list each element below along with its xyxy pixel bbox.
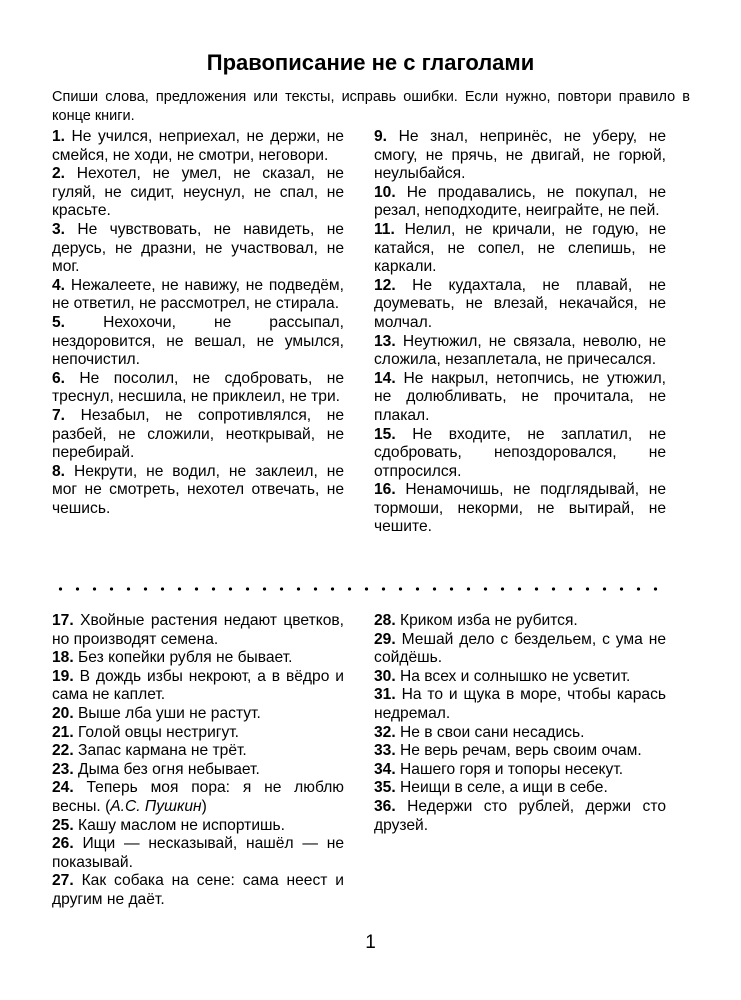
item-number: 13. [374, 332, 396, 350]
item-text: Не накрыл, нетопчись, не утюжил, не долюбливать, не прочитала, не плакал. [374, 369, 666, 424]
item-text: Не посолил, не сдобровать, не треснул, несшила, не приклеил, не три. [52, 369, 344, 406]
item-number: 18. [52, 649, 74, 667]
list-item [52, 407, 344, 463]
item-number: 14. [374, 369, 396, 387]
item-number: 29. [374, 630, 396, 648]
item-text: Не верь речам, верь своим очам. [400, 742, 642, 760]
list-item [52, 649, 344, 668]
list-item [52, 277, 344, 314]
page-number: 1 [365, 932, 376, 953]
item-number: 28. [374, 612, 396, 629]
list-item [52, 705, 344, 724]
list-item [374, 612, 666, 631]
item-text: Некрути, не водил, не заклеил, не мог не смотреть, нехотел отвечать, не чешись. [52, 462, 344, 517]
item-text: Нехохочи, не рассыпал, нездоровится, не вешал, не умылся, непочистил. [52, 313, 344, 369]
item-number: 36. [374, 797, 396, 815]
item-text: Не в свои сани несадись. [400, 723, 585, 741]
list-item [52, 128, 344, 165]
item-number: 27. [52, 872, 74, 890]
list-item [374, 426, 666, 482]
item-text: Неищи в селе, а ищи в себе. [400, 779, 608, 797]
item-number: 6. [52, 369, 66, 387]
item-number: 5. [52, 313, 66, 331]
item-text: Ищи — несказывай, нашёл — не показывай. [52, 835, 344, 871]
item-text: Не учился, неприехал, не держи, не смейся, не ходи, не смотри, неговори. [52, 128, 344, 164]
item-number: 4. [52, 276, 66, 294]
list-item [374, 184, 666, 221]
list-item [52, 165, 344, 221]
list-item [52, 612, 344, 649]
item-text: Нелил, не кричали, не годую, не катайся, не сопел, не слепишь, не каркали. [374, 220, 666, 276]
item-text: Неутюжил, не связала, неволю, не сложила, незаплетала, не причесался. [374, 332, 666, 369]
item-tail: ) [201, 797, 207, 815]
item-number: 9. [374, 128, 388, 145]
item-number: 20. [52, 704, 74, 722]
item-text: Без копейки рубля не бывает. [78, 649, 293, 667]
list-item [374, 724, 666, 743]
item-text: Не чувствовать, не навидеть, не дерусь, не дразни, не участвовал, не мог. [52, 220, 344, 276]
instruction-text: Спиши слова, предложения или тексты, исправь ошибки. Если нужно, повтори правило в конце книги. [52, 89, 690, 124]
list-item [52, 370, 344, 407]
item-number: 1. [52, 128, 66, 145]
item-number: 21. [52, 723, 74, 741]
item-text: В дождь избы некроют, а в вёдро и сама не каплет. [52, 667, 344, 704]
list-item [374, 779, 666, 798]
item-text: Хвойные растения недают цветков, но производят семена. [52, 612, 344, 648]
item-number: 31. [374, 686, 396, 704]
proverb-list-right-part2 [374, 612, 666, 835]
item-author: А.С. Пушкин [110, 797, 202, 815]
item-text: Нашего горя и топоры несекут. [400, 760, 624, 778]
list-item [374, 128, 666, 184]
list-item [374, 631, 666, 668]
item-number: 19. [52, 667, 74, 685]
exercise-list-left-part1 [52, 128, 344, 518]
item-number: 3. [52, 220, 66, 238]
list-item [374, 370, 666, 426]
item-text: Как собака на сене: сама неест и другим не даёт. [52, 872, 344, 908]
dotted-divider [52, 586, 666, 592]
list-item [374, 668, 666, 687]
list-item [52, 463, 344, 519]
item-number: 32. [374, 723, 396, 741]
item-text: Нехотел, не умел, не сказал, не гуляй, не сидит, неуснул, не спал, не красьте. [52, 165, 344, 220]
item-number: 12. [374, 276, 396, 294]
item-number: 8. [52, 462, 66, 480]
item-text: Недержи сто рублей, держи сто друзей. [374, 797, 666, 834]
list-item [52, 761, 344, 780]
item-number: 15. [374, 425, 396, 443]
list-item [52, 817, 344, 836]
item-text: Кашу маслом не испортишь. [78, 816, 286, 834]
list-item [52, 779, 344, 816]
item-number: 26. [52, 835, 74, 853]
item-number: 22. [52, 742, 74, 760]
item-number: 11. [374, 220, 395, 238]
item-text: Голой овцы нестригут. [78, 723, 240, 741]
item-text: На то и щука в море, чтобы карась недремал. [374, 686, 666, 722]
item-text: Незабыл, не сопротивлялся, не разбей, не сложили, неоткрывай, не перебирай. [52, 406, 344, 462]
list-item [374, 798, 666, 835]
item-number: 10. [374, 183, 396, 201]
item-text: Мешай дело с бездельем, с ума не сойдёшь. [374, 630, 666, 667]
item-text: На всех и солнышко не усветит. [400, 667, 631, 685]
list-item [374, 686, 666, 723]
item-text: Не кудахтала, не плавай, не доумевать, не влезай, некачайся, не молчал. [374, 276, 666, 331]
item-number: 23. [52, 760, 74, 778]
item-text: Теперь моя пора: я не люблю весны. ( [52, 779, 345, 815]
item-text: Выше лба уши не растут. [78, 704, 261, 722]
list-item [374, 761, 666, 780]
list-item [374, 481, 666, 537]
item-number: 34. [374, 760, 396, 778]
list-item [374, 221, 666, 277]
item-text: Не продавались, не покупал, не резал, неподходите, неиграйте, не пей. [374, 183, 666, 220]
item-text: Не входите, не заплатил, не сдобровать, непоздоровался, не отпросился. [374, 425, 666, 480]
list-item [374, 333, 666, 370]
list-item [52, 724, 344, 743]
list-item [52, 668, 344, 705]
item-number: 17. [52, 612, 74, 629]
item-number: 2. [52, 165, 66, 183]
list-item [52, 314, 344, 370]
item-text: Дыма без огня небывает. [78, 760, 260, 778]
exercise-list-right-part1 [374, 128, 666, 537]
item-number: 24. [52, 779, 74, 797]
list-item [52, 835, 344, 872]
item-number: 35. [374, 779, 396, 797]
list-item [374, 277, 666, 333]
item-text: Ненамочишь, не подглядывай, не тормоши, некорми, не вытирай, не чешите. [374, 481, 666, 536]
list-item [52, 742, 344, 761]
item-number: 16. [374, 481, 396, 499]
item-text: Нежалеете, не навижу, не подведём, не ответил, не рассмотрел, не стирала. [52, 276, 344, 313]
item-number: 7. [52, 406, 66, 424]
item-text: Не знал, непринёс, не уберу, не смогу, не прячь, не двигай, не горюй, неулыбайся. [374, 128, 666, 183]
item-number: 25. [52, 816, 74, 834]
list-item [52, 872, 344, 909]
proverb-list-left-part2 [52, 612, 344, 910]
item-text: Криком изба не рубится. [400, 612, 578, 629]
list-item [374, 742, 666, 761]
item-number: 30. [374, 667, 396, 685]
item-text: Запас кармана не трёт. [78, 742, 247, 760]
list-item [52, 221, 344, 277]
page-title: Правописание не с глаголами [206, 50, 535, 75]
item-number: 33. [374, 742, 396, 760]
